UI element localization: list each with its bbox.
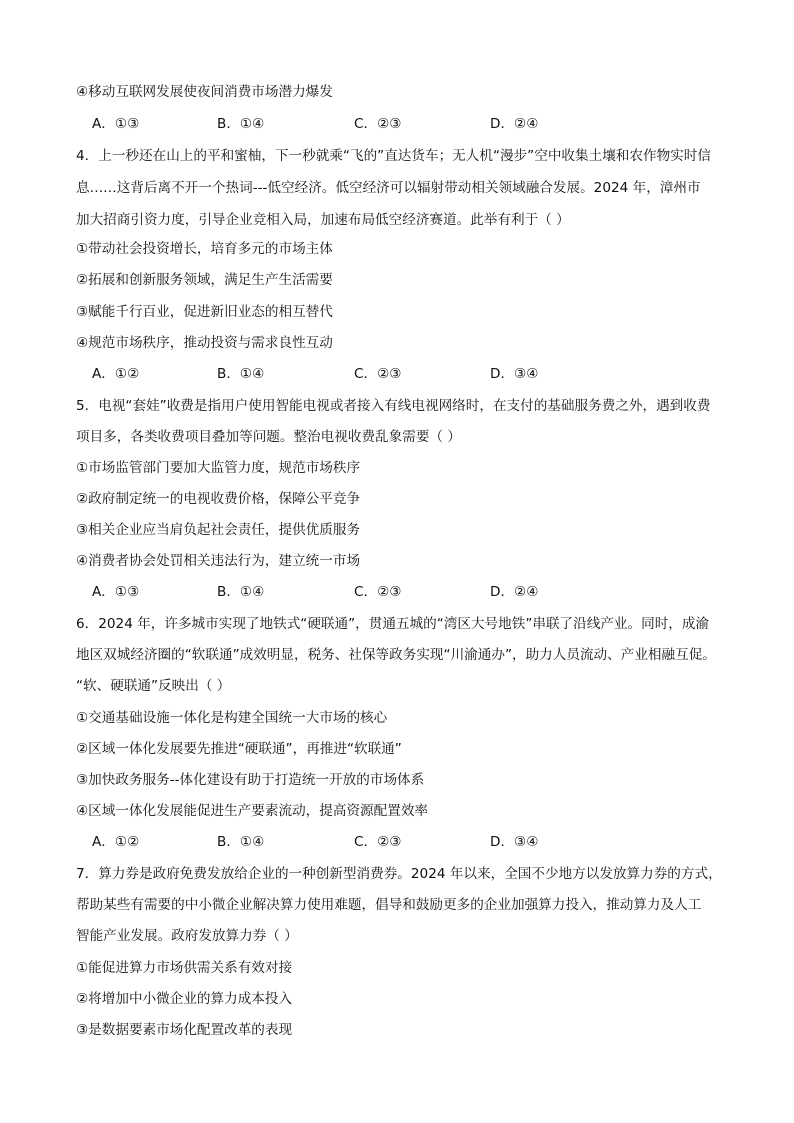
question-7-stem-line: 7．算力券是政府免费发放给企业的一种创新型消费券。2024 年以来，全国不少地方以发放算力券的方式，	[76, 866, 722, 882]
option-statement: ④区域一体化发展能促进生产要素流动，提高资源配置效率	[76, 803, 429, 819]
question-6-stem-line: “软、硬联通”反映出（ ）	[76, 678, 231, 694]
option-statement: ③是数据要素市场化配置改革的表现	[76, 1022, 293, 1038]
choice-c: C．②③	[354, 116, 402, 132]
question-7-stem-line: 帮助某些有需要的中小微企业解决算力使用难题，倡导和鼓励更多的企业加强算力投入，推动算力及人工	[76, 897, 702, 913]
option-statement: ④移动互联网发展使夜间消费市场潜力爆发	[76, 84, 333, 100]
choice-d: D．③④	[490, 834, 539, 850]
answer-choices	[92, 582, 652, 602]
option-statement: ②区域一体化发展要先推进“硬联通”，再推进“软联通”	[76, 741, 402, 757]
choice-a: A．①③	[92, 116, 140, 132]
option-statement: ②将增加中小微企业的算力成本投入	[76, 991, 293, 1007]
option-statement: ③相关企业应当肩负起社会责任，提供优质服务	[76, 522, 361, 538]
option-statement: ②拓展和创新服务领域，满足生产生活需要	[76, 272, 333, 288]
choice-a: A．①②	[92, 366, 140, 382]
question-4-stem-line: 加大招商引资力度，引导企业竞相入局，加速布局低空经济赛道。此举有利于（ ）	[76, 212, 570, 228]
question-6-stem-line: 6．2024 年，许多城市实现了地铁式“硬联通”，贯通五城的“湾区大号地铁”串联了沿线产业。同时，成渝	[76, 616, 710, 632]
choice-a: A．①③	[92, 584, 140, 600]
choice-b: B．①④	[217, 116, 265, 132]
option-statement: ③赋能千行百业，促进新旧业态的相互替代	[76, 304, 333, 320]
choice-d: D．②④	[490, 584, 539, 600]
question-5-stem-line: 5．电视“套娃”收费是指用户使用智能电视或者接入有线电视网络时，在支付的基础服务费之外，遇到收费	[76, 398, 711, 414]
answer-choices	[92, 114, 652, 134]
question-5-stem-line: 项目多，各类收费项目叠加等问题。整治电视收费乱象需要（ ）	[76, 429, 461, 445]
choice-c: C．②③	[354, 366, 402, 382]
option-statement: ④规范市场秩序，推动投资与需求良性互动	[76, 335, 333, 351]
choice-d: D．③④	[490, 366, 539, 382]
answer-choices	[92, 364, 652, 384]
choice-d: D．②④	[490, 116, 539, 132]
option-statement: ④消费者协会处罚相关违法行为，建立统一市场	[76, 553, 361, 569]
option-statement: ③加快政务服务--体化建设有助于打造统一开放的市场体系	[76, 772, 425, 788]
choice-c: C．②③	[354, 834, 402, 850]
question-6-stem-line: 地区双城经济圈的“软联通”成效明显，税务、社保等政务实现“川渝通办”，助力人员流动、产业相融互促。	[76, 647, 716, 663]
option-statement: ②政府制定统一的电视收费价格，保障公平竞争	[76, 491, 361, 507]
question-7-stem-line: 智能产业发展。政府发放算力券（ ）	[76, 928, 298, 944]
option-statement: ①市场监管部门要加大监管力度，规范市场秩序	[76, 460, 361, 476]
option-statement: ①能促进算力市场供需关系有效对接	[76, 960, 293, 976]
option-statement: ①带动社会投资增长，培育多元的市场主体	[76, 241, 333, 257]
question-4-stem-line: 息……这背后离不开一个热词---低空经济。低空经济可以辐射带动相关领域融合发展。2024 年，漳州市	[76, 180, 701, 196]
answer-choices	[92, 832, 652, 852]
choice-b: B．①④	[217, 366, 265, 382]
choice-b: B．①④	[217, 584, 265, 600]
option-statement: ①交通基础设施一体化是构建全国统一大市场的核心	[76, 710, 388, 726]
choice-b: B．①④	[217, 834, 265, 850]
choice-a: A．①②	[92, 834, 140, 850]
question-4-stem-line: 4．上一秒还在山上的平和蜜柚，下一秒就乘“飞的”直达货车；无人机“漫步”空中收集土壤和农作物实时信	[76, 148, 711, 164]
choice-c: C．②③	[354, 584, 402, 600]
